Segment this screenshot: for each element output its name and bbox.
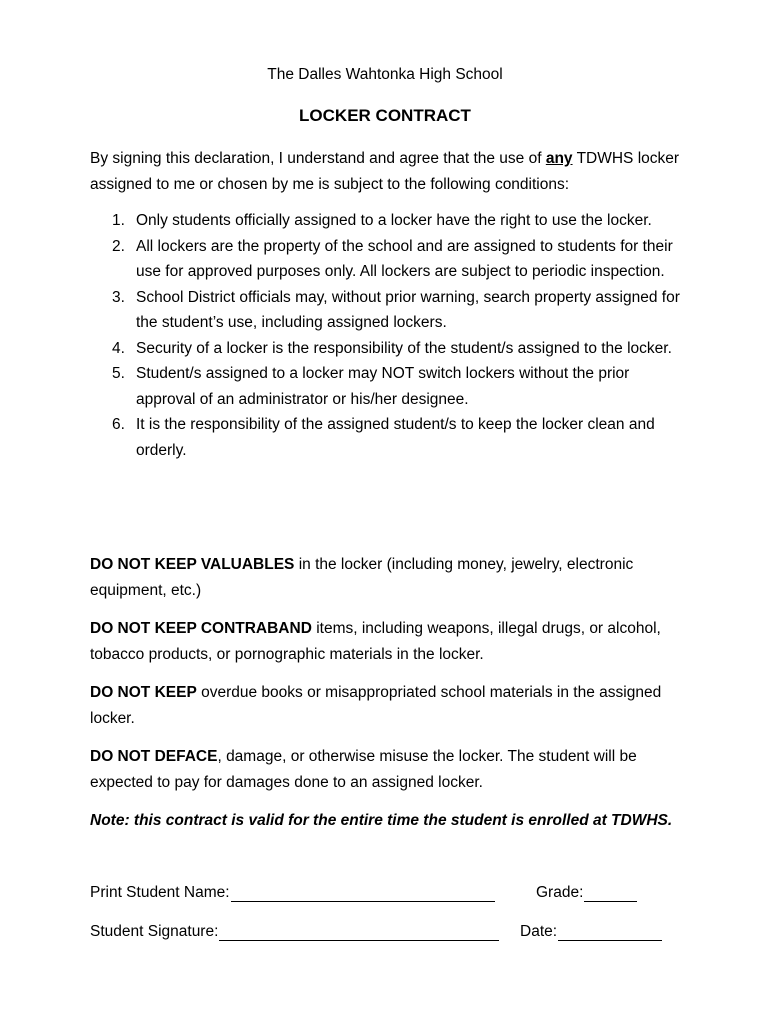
name-grade-row xyxy=(90,884,690,910)
condition-item xyxy=(90,412,690,463)
date-field[interactable] xyxy=(520,923,662,941)
intro-paragraph xyxy=(90,146,690,197)
condition-text: All lockers are the property of the school and are assigned to students for their use for approved purposes only. All lockers are subject to periodic inspection. xyxy=(136,237,673,280)
document-title: LOCKER CONTRACT xyxy=(299,106,471,125)
condition-number: 4. xyxy=(112,339,125,357)
rule-overdue-books xyxy=(90,680,690,731)
condition-item xyxy=(90,336,690,362)
condition-item xyxy=(90,234,690,285)
rule-contraband xyxy=(90,616,690,667)
rule-heading: DO NOT KEEP VALUABLES xyxy=(90,556,295,573)
condition-item xyxy=(90,208,690,234)
school-name: The Dalles Wahtonka High School xyxy=(267,66,503,83)
student-name-blank[interactable] xyxy=(231,884,495,902)
rule-text: , damage, or otherwise misuse the locker. The student will be expected to pay for damages done to an assigned locker. xyxy=(90,748,637,791)
condition-number: 2. xyxy=(112,237,125,255)
date-label: Date: xyxy=(520,923,558,940)
grade-blank[interactable] xyxy=(584,884,637,902)
condition-number: 1. xyxy=(112,212,125,229)
intro-text-before: By signing this declaration, I understand and agree that the use of xyxy=(90,150,546,167)
rule-heading: DO NOT DEFACE xyxy=(90,748,218,765)
student-name-label: Print Student Name: xyxy=(90,884,230,901)
student-signature-label: Student Signature: xyxy=(90,923,219,940)
rule-heading: DO NOT KEEP xyxy=(90,684,197,701)
student-name-field[interactable] xyxy=(90,884,495,902)
condition-number: 3. xyxy=(112,288,125,306)
date-blank[interactable] xyxy=(558,923,662,941)
condition-item xyxy=(90,361,690,412)
student-signature-blank[interactable] xyxy=(219,923,499,941)
grade-field[interactable] xyxy=(536,884,637,902)
condition-text: Student/s assigned to a locker may NOT switch lockers without the prior approval of an administrator or his/her designee. xyxy=(136,365,630,408)
intro-text-after: TDWHS locker assigned to me or chosen by me is subject to the following conditions: xyxy=(90,150,680,193)
condition-number: 5. xyxy=(112,365,125,382)
rule-text: overdue books or misappropriated school materials in the assigned locker. xyxy=(90,684,662,727)
condition-text: Only students officially assigned to a locker have the right to use the locker. xyxy=(136,212,652,229)
rule-deface xyxy=(90,744,690,795)
grade-label: Grade: xyxy=(536,884,584,901)
rule-text: items, including weapons, illegal drugs, or alcohol, tobacco products, or pornographic materials in the locker. xyxy=(90,620,661,663)
condition-number: 6. xyxy=(112,416,125,433)
signature-date-row xyxy=(90,923,690,949)
student-signature-field[interactable] xyxy=(90,923,499,941)
rule-text: in the locker (including money, jewelry, electronic equipment, etc.) xyxy=(90,556,634,599)
rule-heading: DO NOT KEEP CONTRABAND xyxy=(90,620,312,637)
rule-valuables xyxy=(90,552,690,603)
condition-item xyxy=(90,285,690,336)
conditions-list xyxy=(90,208,690,463)
condition-text: School District officials may, without prior warning, search property assigned for the student’s use, including assigned lockers. xyxy=(136,288,680,331)
validity-note: Note: this contract is valid for the entire time the student is enrolled at TDWHS. xyxy=(90,812,673,829)
intro-emphasis: any xyxy=(545,150,573,167)
condition-text: It is the responsibility of the assigned student/s to keep the locker clean and orderly. xyxy=(136,416,655,459)
condition-text: Security of a locker is the responsibility of the student/s assigned to the locker. xyxy=(136,339,672,357)
